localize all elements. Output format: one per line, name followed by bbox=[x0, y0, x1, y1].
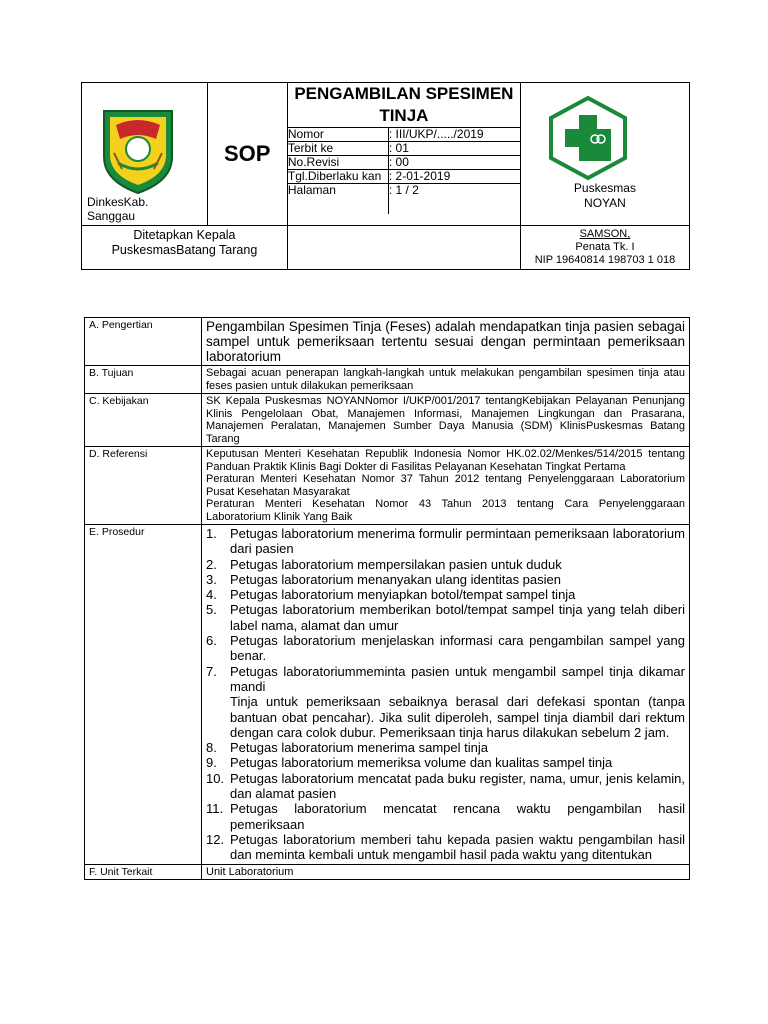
step-number: 3. bbox=[206, 571, 217, 587]
right-caption-line2: NOYAN bbox=[584, 196, 626, 210]
section-row bbox=[85, 864, 690, 880]
left-caption-line1: DinkesKab. bbox=[87, 195, 149, 209]
prosedur-cell bbox=[202, 525, 690, 865]
meta-key: Halaman bbox=[288, 184, 389, 214]
dinkes-logo-cell bbox=[82, 83, 208, 226]
blank-cell bbox=[287, 226, 520, 270]
referensi-item: Peraturan Menteri Kesehatan Nomor 37 Tahun 2012 tentang Penyelenggaraan Laboratorium Pusat Kesehatan Masyarakat bbox=[206, 473, 685, 498]
step-text: Petugas laboratorium mencatat pada buku register, nama, umur, jenis kelamin, dan alamat pasien bbox=[230, 770, 685, 802]
step-number: 6. bbox=[206, 633, 217, 649]
step-number: 5. bbox=[206, 602, 217, 618]
step-text: Petugas laboratorium mencatat rencana waktu pengambilan hasil pemeriksaan bbox=[230, 801, 685, 832]
list-item bbox=[206, 771, 685, 802]
meta-value: : III/UKP/...../2019 bbox=[388, 127, 484, 141]
sop-label: SOP bbox=[207, 83, 287, 226]
step-text: Petugas laboratorium memberi tahu kepada pasien waktu pengambilan hasil dan meminta kembali untuk mengambil hasil pada waktu yang ditentukan bbox=[230, 831, 685, 863]
meta-key: Terbit ke bbox=[288, 142, 389, 156]
meta-key: Nomor bbox=[288, 128, 389, 142]
sop-header bbox=[81, 82, 690, 270]
step-text: Petugas laboratorium memeriksa volume dan kualitas sampel tinja bbox=[230, 755, 613, 771]
unit-text: Unit Laboratorium bbox=[202, 864, 690, 880]
list-item bbox=[206, 557, 685, 572]
step-text: Petugas laboratorium mempersilakan pasien untuk duduk bbox=[230, 556, 562, 572]
step-number: 9. bbox=[206, 755, 217, 771]
step-number: 7. bbox=[206, 663, 217, 679]
sanggau-emblem-icon bbox=[98, 105, 178, 195]
section-row bbox=[85, 366, 690, 394]
tujuan-text: Sebagai acuan penerapan langkah-langkah untuk melakukan pengambilan spesimen tinja atau feses pasien untuk dilakukan pemeriksaan bbox=[202, 366, 690, 394]
list-item bbox=[206, 633, 685, 664]
list-item bbox=[206, 801, 685, 832]
section-row bbox=[85, 447, 690, 525]
sop-body-table bbox=[84, 317, 690, 880]
step-number: 10. bbox=[206, 770, 225, 786]
meta-row bbox=[288, 142, 520, 156]
puskesmas-logo-cell bbox=[520, 83, 689, 226]
step-text: Petugas laboratorium memberikan botol/tempat sampel tinja yang telah diberi label nama, alamat dan umur bbox=[230, 602, 685, 633]
section-row bbox=[85, 318, 690, 366]
step-text: Petugas laboratorium menanyakan ulang identitas pasien bbox=[230, 571, 561, 587]
kebijakan-text: SK Kepala Puskesmas NOYANNomor I/UKP/001/2017 tentangKebijakan Pelayanan Penunjang Klinis Pengelolaan Obat, Manajemen Informasi, Manajemen Lingkungan dan Prasarana, Manajemen Peralatan, Manajemen Sumber Daya Manusia (SDM) KlinisPuskesmas Batang Tarang bbox=[202, 394, 690, 447]
signature-cell bbox=[520, 226, 689, 270]
document-title: PENGAMBILAN SPESIMEN TINJA bbox=[287, 83, 520, 128]
step-number: 4. bbox=[206, 587, 217, 603]
list-item bbox=[206, 572, 685, 587]
meta-value: : 00 bbox=[388, 155, 409, 169]
meta-key: No.Revisi bbox=[288, 156, 389, 170]
meta-key: Tgl.Diberlaku kan bbox=[288, 170, 389, 184]
list-item bbox=[206, 664, 685, 695]
step-number: 12. bbox=[206, 831, 225, 847]
meta-row bbox=[288, 184, 520, 214]
step-number: 1. bbox=[206, 526, 217, 541]
left-caption-line2: Sanggau bbox=[87, 209, 136, 223]
referensi-cell bbox=[202, 447, 690, 525]
list-item bbox=[206, 740, 685, 755]
section-label: A. Pengertian bbox=[85, 318, 202, 366]
step-number: 11. bbox=[206, 801, 224, 817]
step-number: 8. bbox=[206, 740, 217, 756]
ditetapkan-cell: Ditetapkan Kepala PuskesmasBatang Tarang bbox=[82, 226, 288, 270]
signer-rank: Penata Tk. I bbox=[575, 241, 635, 253]
meta-row bbox=[288, 128, 520, 142]
prosedur-list-2 bbox=[206, 740, 685, 862]
prosedur-list bbox=[206, 526, 685, 694]
meta-row bbox=[288, 170, 520, 184]
section-label: B. Tujuan bbox=[85, 366, 202, 394]
meta-row bbox=[288, 156, 520, 170]
section-row bbox=[85, 525, 690, 865]
meta-table bbox=[288, 128, 520, 214]
list-item bbox=[206, 602, 685, 633]
section-label: C. Kebijakan bbox=[85, 394, 202, 447]
section-label: D. Referensi bbox=[85, 447, 202, 525]
referensi-item: Peraturan Menteri Kesehatan Nomor 43 Tahun 2013 tentang Cara Penyelenggaraan Laboratorium Klinik Yang Baik bbox=[206, 498, 685, 523]
right-caption-line1: Puskesmas bbox=[573, 181, 636, 195]
step-text: Petugas laboratorium menjelaskan informasi cara pengambilan sampel yang benar. bbox=[230, 633, 685, 664]
pengertian-text: Pengambilan Spesimen Tinja (Feses) adalah mendapatkan tinja pasien sebagai sampel untuk pemeriksaan tertentu sesuai dengan permintaan pemeriksaan laboratorium bbox=[202, 318, 690, 366]
section-row bbox=[85, 394, 690, 447]
meta-cell bbox=[287, 128, 520, 226]
step-text: Petugas laboratorium menyiapkan botol/tempat sampel tinja bbox=[230, 587, 576, 603]
list-item bbox=[206, 755, 685, 770]
step-text: Petugas laboratoriummeminta pasien untuk mengambil sampel tinja dikamar mandi bbox=[230, 663, 685, 694]
list-item bbox=[206, 832, 685, 863]
step-text: Petugas laboratorium menerima sampel tinja bbox=[230, 740, 488, 756]
meta-value: : 1 / 2 bbox=[388, 183, 419, 197]
referensi-item: Keputusan Menteri Kesehatan Republik Indonesia Nomor HK.02.02/Menkes/514/2015 tentang Panduan Praktik Klinis Bagi Dokter di Fasilitas Pelayanan Kesehatan Tingkat Pertama bbox=[206, 448, 685, 473]
signer-name: SAMSON, bbox=[579, 228, 631, 240]
list-item bbox=[206, 587, 685, 602]
step-number: 2. bbox=[206, 556, 217, 572]
meta-value: : 01 bbox=[388, 141, 409, 155]
section-label: F. Unit Terkait bbox=[85, 864, 202, 880]
step-text: Petugas laboratorium menerima formulir permintaan pemeriksaan laboratorium dari pasien bbox=[230, 526, 685, 557]
section-label: E. Prosedur bbox=[85, 525, 202, 865]
signer-nip: NIP 19640814 198703 1 018 bbox=[534, 254, 676, 266]
prosedur-note: Tinja untuk pemeriksaan sebaiknya berasal dari defekasi spontan (tanpa bantuan obat pencahar). Jika sulit diperoleh, sampel tinja diambil dari rektum dengan cara colok dubur. Pemeriksaan tinja harus dilakukan sebelum 2 jam. bbox=[230, 694, 685, 740]
meta-value: : 2-01-2019 bbox=[388, 169, 451, 183]
list-item bbox=[206, 526, 685, 557]
puskesmas-logo-icon bbox=[545, 95, 631, 181]
